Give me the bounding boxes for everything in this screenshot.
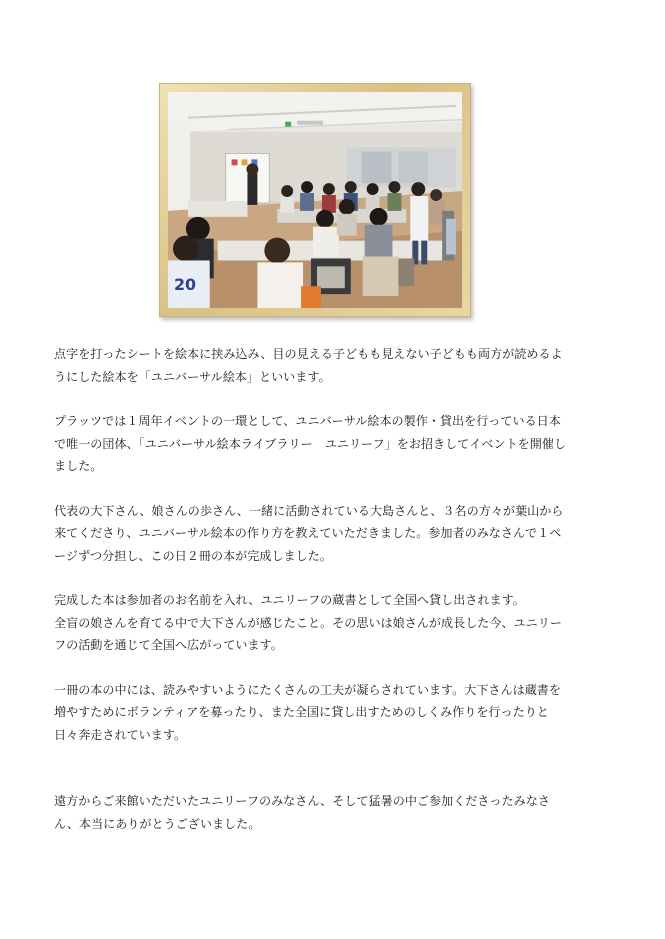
shirt-number: 20	[173, 275, 197, 295]
text-line: 全盲の娘さんを育てる中で大下さんが感じたこと。その思いは娘さんが成長した今、ユニリー	[54, 615, 562, 630]
paragraph-event-overview	[54, 410, 626, 478]
text-line: ん、本当にありがとうございました。	[54, 816, 261, 831]
text-line: 日々奔走されています。	[54, 727, 187, 742]
text-line: 点字を打ったシートを絵本に挟み込み、目の見える子どもも見えない子どもも両方が読めるよ	[54, 347, 563, 361]
text-line: フの活動を通じて全国へ広がっています。	[54, 638, 283, 652]
text-line: うにした絵本を「ユニバーサル絵本」といいます。	[54, 369, 331, 384]
text-line: で唯一の団体、「ユニバーサル絵本ライブラリー ユニリーフ」をお招きしてイベントを開催し	[54, 436, 567, 451]
text-line: 代表の大下さん、娘さんの歩さん、一緒に活動されている大島さんと、３名の方々が葉山から	[54, 503, 564, 518]
text-line: 来てくださり、ユニバーサル絵本の作り方を教えていただきました。参加者のみなさんで１ペ	[54, 526, 562, 540]
text-line: 増やすためにボランティアを募ったり、また全国に貸し出すためのしくみ作りを行ったりと	[54, 705, 549, 719]
paragraph-ingenuity	[54, 679, 626, 747]
photo-frame	[159, 83, 471, 317]
article-body	[54, 343, 626, 835]
paragraph-guests	[54, 500, 626, 568]
text-line: 一冊の本の中には、読みやすいようにたくさんの工夫が凝らされています。大下さんは蔵書を	[54, 682, 561, 697]
text-line: ージずつ分担し、この日２冊の本が完成しました。	[54, 548, 332, 563]
paragraph-completed-books	[54, 589, 626, 657]
text-line: プラッツでは１周年イベントの一環として、ユニバーサル絵本の製作・貸出を行っている日本	[54, 414, 561, 428]
paragraph-universal-picture-book	[54, 343, 626, 388]
classroom-photo	[168, 92, 462, 308]
text-line: 完成した本は参加者のお名前を入れ、ユニリーフの蔵書として全国へ貸し出されます。	[54, 593, 525, 607]
text-line: ました。	[54, 459, 103, 473]
text-line: 遠方からご来館いただいたユニリーフのみなさん、そして猛暑の中ご参加くださったみなさ	[54, 794, 550, 808]
paragraph-thanks	[54, 790, 626, 835]
